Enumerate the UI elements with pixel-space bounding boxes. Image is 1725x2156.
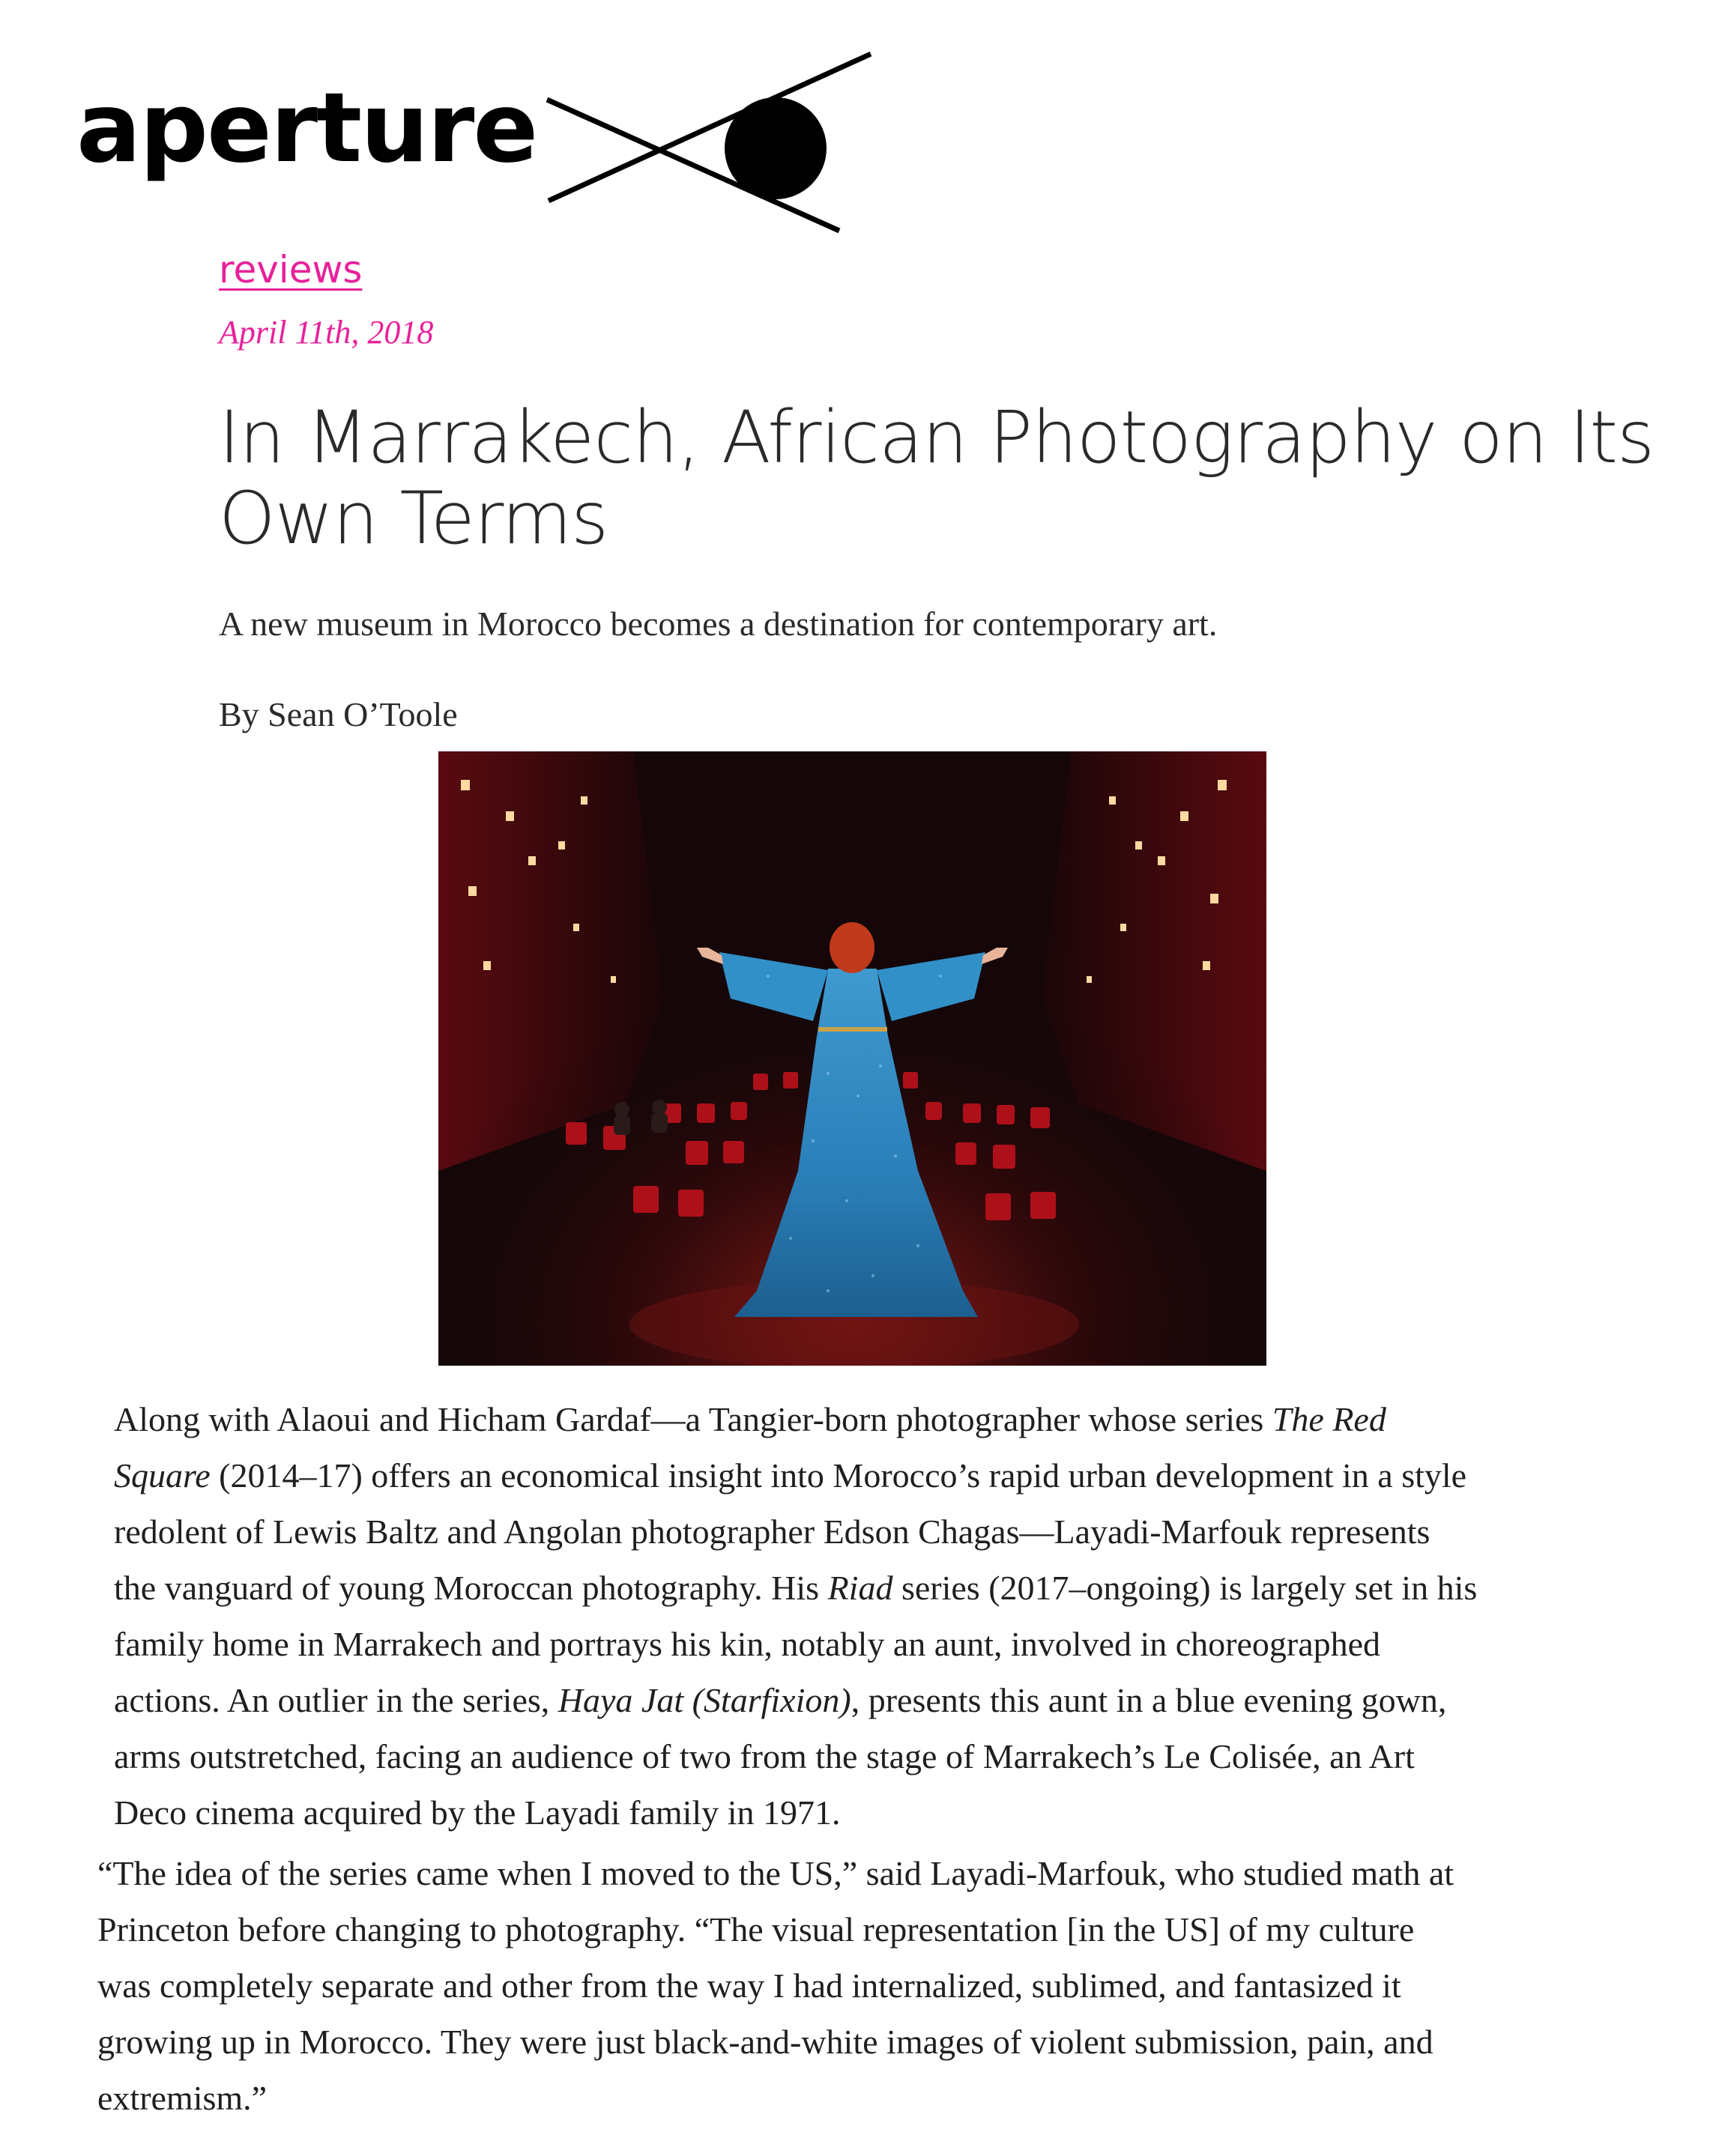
post-date: April 11th, 2018	[219, 314, 434, 351]
paragraph-line: “The idea of the series came when I moved to the US,” said Layadi-Marfouk, who studied math at	[97, 1854, 1454, 1892]
aperture-eye-icon[interactable]	[540, 51, 877, 238]
paragraph-line: arms outstretched, facing an audience of two from the stage of Marrakech’s Le Colisée, an Art	[114, 1737, 1415, 1775]
site-logo-wordmark[interactable]: aperture	[76, 73, 537, 184]
article-byline: By Sean O’Toole	[219, 695, 458, 733]
article-paragraph	[114, 1391, 1658, 1841]
paragraph-line: growing up in Morocco. They were just black-and-white images of violent submission, pain, and	[97, 2023, 1434, 2061]
paragraph-line: Along with Alaoui and Hicham Gardaf—a Tangier-born photographer whose series The Red	[114, 1400, 1386, 1438]
paragraph-line: Square (2014–17) offers an economical insight into Morocco’s rapid urban development in a style	[114, 1456, 1467, 1495]
performer-in-blue-gown-cinema-photo	[438, 751, 1266, 1366]
paragraph-line: family home in Marrakech and portrays his kin, notably an aunt, involved in choreographed	[114, 1625, 1381, 1663]
paragraph-line: actions. An outlier in the series, Haya Jat (Starfixion), presents this aunt in a blue evening gown,	[114, 1681, 1447, 1719]
article-paragraph-quote	[97, 1845, 1641, 2126]
paragraph-line: Princeton before changing to photography. “The visual representation [in the US] of my culture	[97, 1910, 1415, 1948]
article-title-line: In Marrakech, African Photography on Its	[219, 396, 1655, 479]
category-link-reviews[interactable]: reviews	[219, 248, 363, 291]
article-dek: A new museum in Morocco becomes a destination for contemporary art.	[219, 605, 1218, 643]
paragraph-line: extremism.”	[97, 2079, 268, 2117]
paragraph-line: was completely separate and other from the way I had internalized, sublimed, and fantasized it	[97, 1966, 1401, 2005]
article-title	[219, 396, 1655, 560]
article-photo	[438, 751, 1266, 1366]
paragraph-line: redolent of Lewis Baltz and Angolan photographer Edson Chagas—Layadi-Marfouk represents	[114, 1512, 1431, 1551]
paragraph-line: Deco cinema acquired by the Layadi family in 1971.	[114, 1793, 841, 1832]
paragraph-line: the vanguard of young Moroccan photography. His Riad series (2017–ongoing) is largely set in his	[114, 1569, 1478, 1607]
article-title-line: Own Terms	[219, 476, 608, 560]
